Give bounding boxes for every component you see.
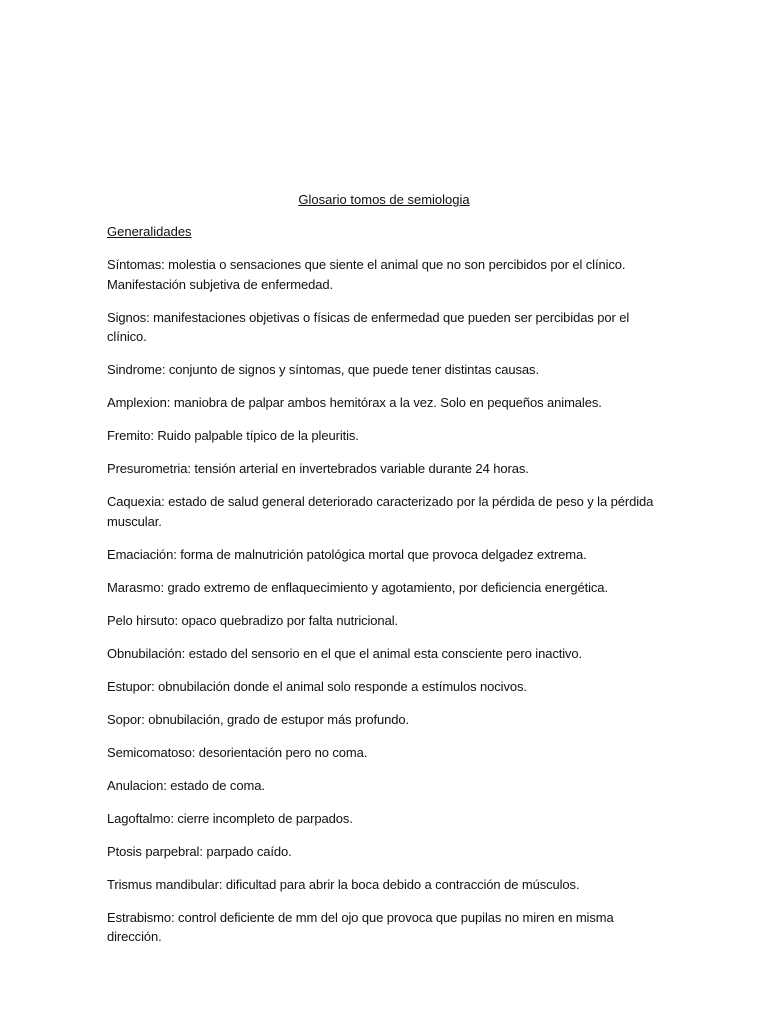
glossary-entry: Estrabismo: control deficiente de mm del ojo que provoca que pupilas no miren en misma dirección. (107, 909, 614, 944)
glossary-entry: Semicomatoso: desorientación pero no coma. (107, 744, 368, 760)
glossary-entry: Obnubilación: estado del sensorio en el que el animal esta consciente pero inactivo. (107, 645, 583, 661)
glossary-entry: Amplexion: maniobra de palpar ambos hemitórax a la vez. Solo en pequeños animales. (107, 395, 602, 410)
glossary-entry: Anulacion: estado de coma. (107, 777, 265, 793)
glossary-entry: Lagoftalmo: cierre incompleto de parpados. (107, 810, 353, 826)
glossary-entry: Sopor: obnubilación, grado de estupor más profundo. (107, 711, 410, 727)
glossary-entry: Presurometria: tensión arterial en invertebrados variable durante 24 horas. (107, 461, 529, 476)
glossary-entry: Pelo hirsuto: opaco quebradizo por falta nutricional. (107, 612, 398, 628)
glossary-entry: Marasmo: grado extremo de enflaquecimiento y agotamiento, por deficiencia energética. (107, 579, 608, 595)
glossary-entry: Síntomas: molestia o sensaciones que siente el animal que no son percibidos por el clínico. Manifestación subjetiva de enfermedad. (107, 257, 626, 292)
glossary-entry: Caquexia: estado de salud general deteriorado caracterizado por la pérdida de peso y la pérdida muscular. (107, 494, 654, 529)
glossary-entry: Ptosis parpebral: parpado caído. (107, 843, 292, 859)
glossary-entry: Estupor: obnubilación donde el animal solo responde a estímulos nocivos. (107, 678, 527, 694)
glossary-entry: Signos: manifestaciones objetivas o físicas de enfermedad que pueden ser percibidas por el clínico. (107, 309, 630, 344)
document-title: Glosario tomos de semiologia (298, 192, 470, 207)
section-heading: Generalidades (107, 224, 192, 239)
glossary-list (107, 255, 667, 960)
glossary-entry: Sindrome: conjunto de signos y síntomas, que puede tener distintas causas. (107, 362, 539, 377)
glossary-entry: Emaciación: forma de malnutrición patológica mortal que provoca delgadez extrema. (107, 546, 587, 562)
glossary-entry: Trismus mandibular: dificultad para abrir la boca debido a contracción de músculos. (107, 876, 580, 892)
glossary-entry: Fremito: Ruido palpable típico de la pleuritis. (107, 428, 359, 443)
